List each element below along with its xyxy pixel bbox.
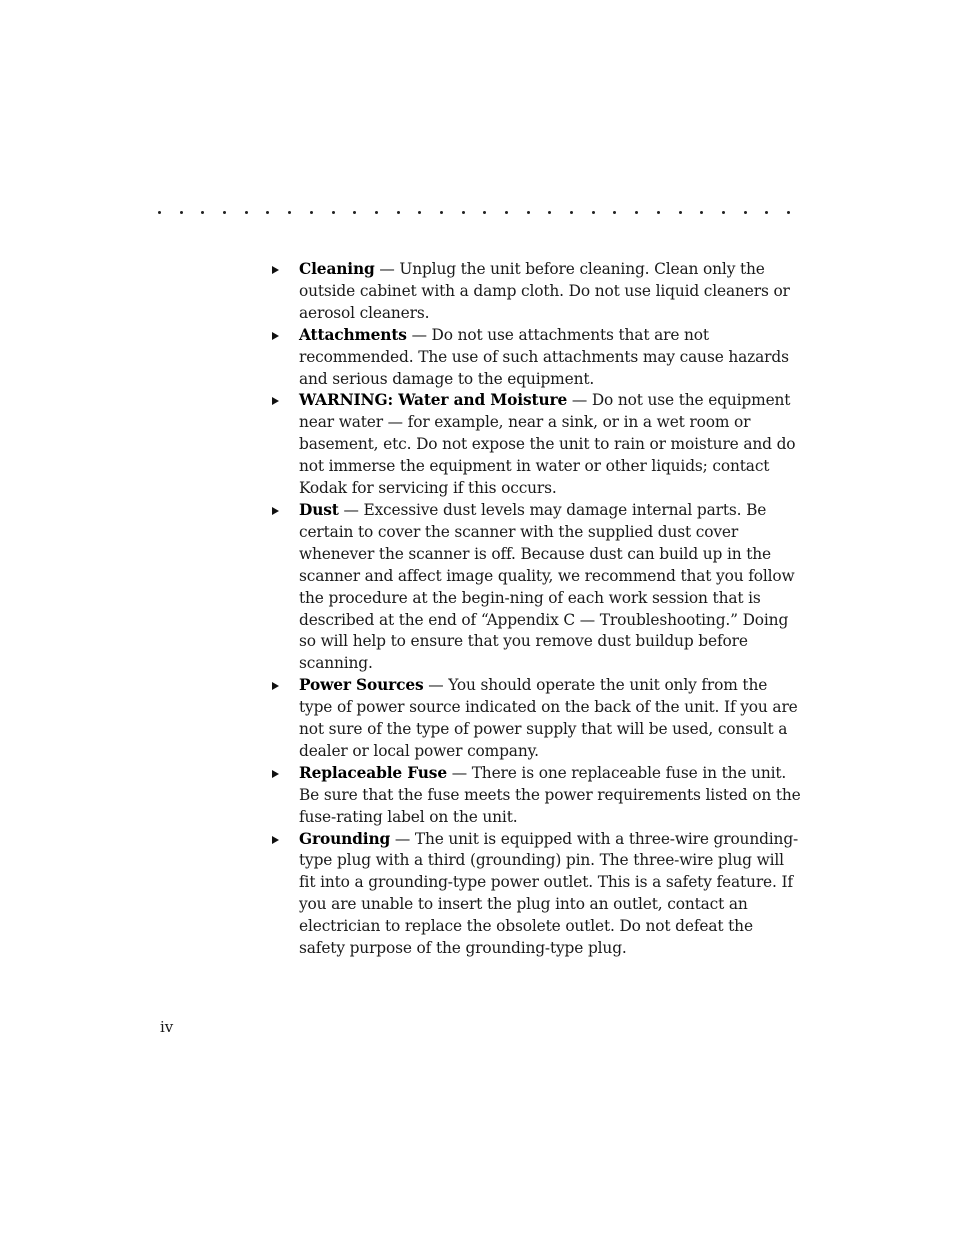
item-text: — There is one replaceable fuse in the unit. Be sure that the fuse meets the power requirements listed on the fuse-rating label on the unit.	[299, 763, 801, 826]
item-text: — You should operate the unit only from the type of power source indicated on the back of the unit. If you are not sure of the type of power supply that will be used, consult a dealer or local power company.	[299, 676, 798, 760]
page-number: iv	[160, 1018, 174, 1036]
list-item-attachments	[272, 325, 802, 391]
triangle-bullet-icon	[272, 266, 279, 274]
item-text: — The unit is equipped with a three-wire grounding-type plug with a third (grounding) pin. The three-wire plug will fit into a grounding-type power outlet. This is a safety feature. If you are unable to insert the plug into an outlet, contact an electrician to replace the obsolete outlet. Do not defeat the safety purpose of the grounding-type plug.	[299, 829, 799, 958]
triangle-bullet-icon	[272, 332, 279, 340]
item-text: — Do not use the equipment near water — for example, near a sink, or in a wet room or basement, etc. Do not expose the unit to rain or moisture and do not immerse the equipment in water or other liquids; contact Kodak for servicing if this occurs.	[299, 391, 796, 498]
list-item-grounding	[272, 829, 802, 960]
item-term: Cleaning	[299, 260, 375, 278]
triangle-bullet-icon	[272, 770, 279, 778]
item-term: Grounding	[299, 829, 391, 848]
item-text: — Unplug the unit before cleaning. Clean only the outside cabinet with a damp cloth. Do not use liquid cleaners or aerosol cleaners.	[299, 260, 790, 322]
list-item-dust	[272, 500, 802, 675]
triangle-bullet-icon	[272, 836, 279, 844]
item-term: Attachments	[299, 325, 407, 344]
item-term: Dust	[299, 500, 339, 519]
list-item-replaceable-fuse	[272, 763, 802, 829]
item-text: — Excessive dust levels may damage internal parts. Be certain to cover the scanner with the supplied dust cover whenever the scanner is off. Because dust can build up in the scanner and affect image quality, we recommend that you follow the procedure at the begin-ning of each work session that is described at the end of “Appendix C — Troubleshooting.” Doing so will help to ensure that you remove dust buildup before scanning.	[299, 500, 795, 673]
item-term: Replaceable Fuse	[299, 763, 447, 782]
dotted-rule	[158, 207, 790, 217]
triangle-bullet-icon	[272, 682, 279, 690]
list-item-power-sources	[272, 675, 802, 763]
list-item-cleaning	[272, 259, 802, 325]
triangle-bullet-icon	[272, 397, 279, 405]
item-term: WARNING: Water and Moisture	[299, 391, 568, 410]
safety-bullet-list	[272, 259, 802, 960]
triangle-bullet-icon	[272, 507, 279, 515]
item-term: Power Sources	[299, 676, 424, 695]
list-item-water-moisture	[272, 390, 802, 500]
item-text: — Do not use attachments that are not recommended. The use of such attachments may cause hazards and serious damage to the equipment.	[299, 325, 789, 388]
